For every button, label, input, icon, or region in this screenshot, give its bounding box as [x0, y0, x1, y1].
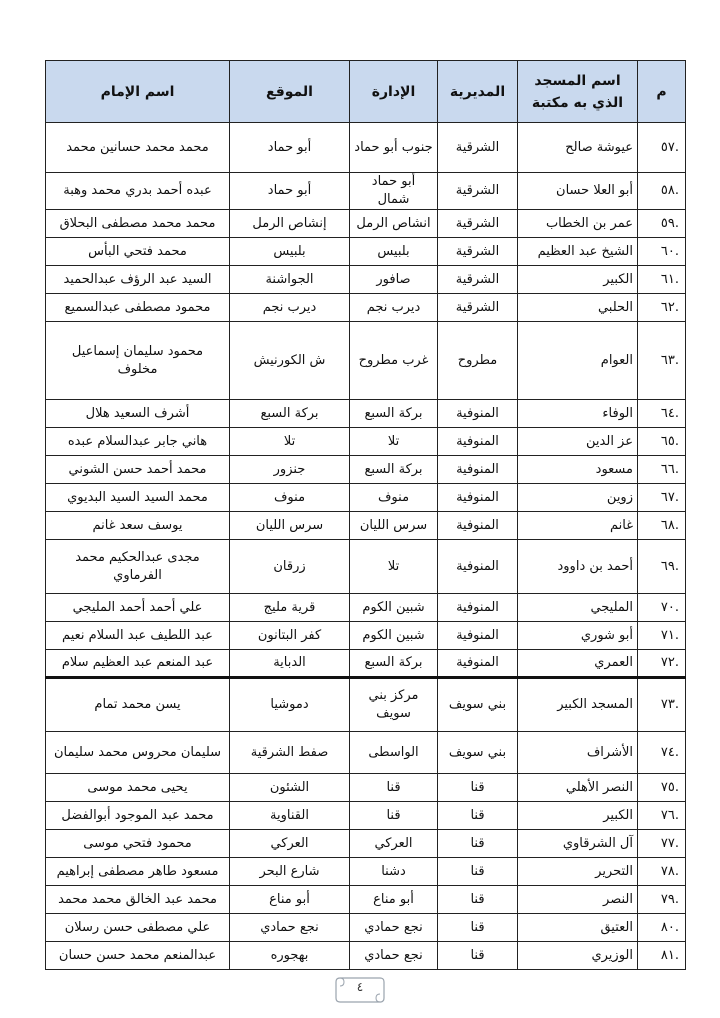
cell-admin: دشنا: [350, 858, 438, 886]
cell-admin: أبو مناع: [350, 886, 438, 914]
cell-location: العركي: [230, 830, 350, 858]
cell-location: بهجوره: [230, 942, 350, 970]
cell-num: .٧٥: [638, 774, 686, 802]
cell-admin: بركة السبع: [350, 650, 438, 678]
table-row: [46, 456, 686, 484]
cell-mosque: زوين: [518, 484, 638, 512]
cell-num: .٦٨: [638, 512, 686, 540]
cell-num: .٨٠: [638, 914, 686, 942]
cell-mosque: المسجد الكبير: [518, 678, 638, 732]
cell-num: .٧٩: [638, 886, 686, 914]
cell-location: أبو مناع: [230, 886, 350, 914]
table-row: [46, 123, 686, 173]
cell-location: دموشيا: [230, 678, 350, 732]
cell-mosque: مسعود: [518, 456, 638, 484]
cell-imam: محمد محمد مصطفى البحلاق: [46, 210, 230, 238]
table-row: [46, 400, 686, 428]
cell-admin: انشاص الرمل: [350, 210, 438, 238]
cell-location: منوف: [230, 484, 350, 512]
cell-imam: محمود سليمان إسماعيل مخلوف: [46, 322, 230, 400]
cell-num: .٦٥: [638, 428, 686, 456]
cell-imam: مسعود طاهر مصطفى إبراهيم: [46, 858, 230, 886]
cell-imam: هاني جابر عبدالسلام عبده: [46, 428, 230, 456]
cell-mosque: أحمد بن داوود: [518, 540, 638, 594]
cell-imam: علي مصطفى حسن رسلان: [46, 914, 230, 942]
cell-location: إنشاص الرمل: [230, 210, 350, 238]
header-admin: الإدارة: [350, 61, 438, 123]
cell-directorate: المنوفية: [438, 650, 518, 678]
cell-admin: أبو حماد شمال: [350, 173, 438, 210]
cell-admin: نجع حمادي: [350, 942, 438, 970]
table-row: [46, 942, 686, 970]
cell-imam: عبد المنعم عبد العظيم سلام: [46, 650, 230, 678]
cell-num: .٥٧: [638, 123, 686, 173]
cell-admin: شبين الكوم: [350, 622, 438, 650]
cell-num: .٥٨: [638, 173, 686, 210]
cell-directorate: مطروح: [438, 322, 518, 400]
cell-mosque: غانم: [518, 512, 638, 540]
cell-location: أبو حماد: [230, 173, 350, 210]
cell-directorate: بني سويف: [438, 678, 518, 732]
cell-directorate: بني سويف: [438, 732, 518, 774]
header-imam: اسم الإمام: [46, 61, 230, 123]
cell-directorate: قنا: [438, 802, 518, 830]
cell-num: .٦٢: [638, 294, 686, 322]
cell-mosque: الوفاء: [518, 400, 638, 428]
cell-num: .٧١: [638, 622, 686, 650]
cell-mosque: الشيخ عبد العظيم: [518, 238, 638, 266]
cell-directorate: قنا: [438, 914, 518, 942]
cell-admin: بركة السبع: [350, 456, 438, 484]
cell-mosque: النصر: [518, 886, 638, 914]
cell-num: .٦٣: [638, 322, 686, 400]
cell-admin: قنا: [350, 774, 438, 802]
cell-directorate: قنا: [438, 774, 518, 802]
cell-location: ش الكورنيش: [230, 322, 350, 400]
cell-directorate: المنوفية: [438, 484, 518, 512]
table-row: [46, 622, 686, 650]
cell-location: صفط الشرقية: [230, 732, 350, 774]
cell-directorate: الشرقية: [438, 173, 518, 210]
cell-admin: نجع حمادي: [350, 914, 438, 942]
cell-num: .٧٤: [638, 732, 686, 774]
table-row: [46, 886, 686, 914]
header-num: م: [638, 61, 686, 123]
table-row: [46, 858, 686, 886]
table-row: [46, 210, 686, 238]
cell-mosque: العمري: [518, 650, 638, 678]
cell-directorate: الشرقية: [438, 266, 518, 294]
cell-location: الجواشنة: [230, 266, 350, 294]
cell-directorate: قنا: [438, 830, 518, 858]
table-row: [46, 173, 686, 210]
cell-directorate: المنوفية: [438, 400, 518, 428]
cell-admin: تلا: [350, 428, 438, 456]
cell-location: سرس الليان: [230, 512, 350, 540]
cell-num: .٧٨: [638, 858, 686, 886]
cell-directorate: المنوفية: [438, 622, 518, 650]
cell-imam: مجدى عبدالحكيم محمد الفرماوي: [46, 540, 230, 594]
cell-num: .٦٩: [638, 540, 686, 594]
cell-mosque: عيوشة صالح: [518, 123, 638, 173]
cell-imam: عبده أحمد بدري محمد وهبة: [46, 173, 230, 210]
cell-directorate: قنا: [438, 858, 518, 886]
cell-location: جنزور: [230, 456, 350, 484]
cell-num: .٧٧: [638, 830, 686, 858]
cell-location: الشئون: [230, 774, 350, 802]
cell-num: .٦٦: [638, 456, 686, 484]
cell-imam: أشرف السعيد هلال: [46, 400, 230, 428]
table-row: [46, 802, 686, 830]
cell-location: الدباية: [230, 650, 350, 678]
cell-imam: محمد عبد الموجود أبوالفضل: [46, 802, 230, 830]
cell-mosque: الأشراف: [518, 732, 638, 774]
cell-directorate: المنوفية: [438, 456, 518, 484]
cell-location: نجع حمادي: [230, 914, 350, 942]
cell-directorate: المنوفية: [438, 428, 518, 456]
table-row: [46, 540, 686, 594]
cell-directorate: الشرقية: [438, 210, 518, 238]
cell-mosque: أبو شوري: [518, 622, 638, 650]
table-row: [46, 650, 686, 678]
cell-mosque: الحلبي: [518, 294, 638, 322]
cell-mosque: الوزيري: [518, 942, 638, 970]
cell-imam: عبد اللطيف عبد السلام نعيم: [46, 622, 230, 650]
cell-admin: العركي: [350, 830, 438, 858]
cell-num: .٧٦: [638, 802, 686, 830]
cell-num: .٧٣: [638, 678, 686, 732]
cell-num: .٨١: [638, 942, 686, 970]
cell-num: .٦١: [638, 266, 686, 294]
table-row: [46, 512, 686, 540]
table-row: [46, 322, 686, 400]
cell-admin: مركز بني سويف: [350, 678, 438, 732]
cell-location: زرقان: [230, 540, 350, 594]
cell-imam: محمد محمد حسانين محمد: [46, 123, 230, 173]
cell-mosque: العتيق: [518, 914, 638, 942]
cell-admin: ديرب نجم: [350, 294, 438, 322]
table-row: [46, 678, 686, 732]
cell-directorate: المنوفية: [438, 594, 518, 622]
cell-imam: محمود فتحي موسى: [46, 830, 230, 858]
cell-directorate: المنوفية: [438, 540, 518, 594]
cell-mosque: العوام: [518, 322, 638, 400]
cell-location: كفر البتانون: [230, 622, 350, 650]
cell-admin: بلبيس: [350, 238, 438, 266]
table-row: [46, 238, 686, 266]
cell-mosque: عمر بن الخطاب: [518, 210, 638, 238]
table-header-row: [46, 61, 686, 123]
cell-directorate: قنا: [438, 886, 518, 914]
cell-location: بلبيس: [230, 238, 350, 266]
page-number: ٤: [356, 980, 364, 994]
cell-imam: محمد السيد السيد البديوي: [46, 484, 230, 512]
cell-num: .٧٢: [638, 650, 686, 678]
cell-admin: جنوب أبو حماد: [350, 123, 438, 173]
header-mosque: اسم المسجد الذي به مكتبة: [518, 61, 638, 123]
table-row: [46, 428, 686, 456]
cell-num: .٦٠: [638, 238, 686, 266]
cell-admin: بركة السبع: [350, 400, 438, 428]
cell-mosque: النصر الأهلي: [518, 774, 638, 802]
cell-admin: قنا: [350, 802, 438, 830]
cell-imam: محمد عبد الخالق محمد محمد: [46, 886, 230, 914]
header-directorate: المديرية: [438, 61, 518, 123]
table-row: [46, 484, 686, 512]
cell-imam: يسن محمد تمام: [46, 678, 230, 732]
cell-mosque: التحرير: [518, 858, 638, 886]
cell-location: قرية مليج: [230, 594, 350, 622]
cell-location: القناوية: [230, 802, 350, 830]
table-row: [46, 594, 686, 622]
cell-imam: محمود مصطفى عبدالسميع: [46, 294, 230, 322]
cell-mosque: أبو العلا حسان: [518, 173, 638, 210]
cell-location: أبو حماد: [230, 123, 350, 173]
cell-location: بركة السبع: [230, 400, 350, 428]
cell-directorate: الشرقية: [438, 294, 518, 322]
cell-num: .٦٧: [638, 484, 686, 512]
cell-imam: السيد عبد الرؤف عبدالحميد: [46, 266, 230, 294]
cell-admin: سرس الليان: [350, 512, 438, 540]
cell-admin: صافور: [350, 266, 438, 294]
table-row: [46, 266, 686, 294]
cell-directorate: قنا: [438, 942, 518, 970]
cell-imam: عبدالمنعم محمد حسن حسان: [46, 942, 230, 970]
table-row: [46, 294, 686, 322]
cell-admin: تلا: [350, 540, 438, 594]
table-row: [46, 774, 686, 802]
cell-num: .٥٩: [638, 210, 686, 238]
cell-admin: شبين الكوم: [350, 594, 438, 622]
cell-imam: محمد أحمد حسن الشوني: [46, 456, 230, 484]
cell-imam: علي أحمد أحمد المليجي: [46, 594, 230, 622]
cell-location: تلا: [230, 428, 350, 456]
cell-mosque: عز الدين: [518, 428, 638, 456]
cell-mosque: المليجي: [518, 594, 638, 622]
cell-admin: غرب مطروح: [350, 322, 438, 400]
cell-imam: يحيى محمد موسى: [46, 774, 230, 802]
cell-location: شارع البحر: [230, 858, 350, 886]
cell-admin: الواسطى: [350, 732, 438, 774]
cell-location: ديرب نجم: [230, 294, 350, 322]
cell-imam: محمد فتحي البأس: [46, 238, 230, 266]
cell-directorate: الشرقية: [438, 123, 518, 173]
cell-mosque: الكبير: [518, 266, 638, 294]
cell-admin: منوف: [350, 484, 438, 512]
cell-directorate: الشرقية: [438, 238, 518, 266]
table-row: [46, 914, 686, 942]
table-row: [46, 830, 686, 858]
cell-num: .٦٤: [638, 400, 686, 428]
cell-mosque: آل الشرقاوي: [518, 830, 638, 858]
cell-imam: سليمان محروس محمد سليمان: [46, 732, 230, 774]
cell-imam: يوسف سعد غانم: [46, 512, 230, 540]
cell-directorate: المنوفية: [438, 512, 518, 540]
cell-mosque: الكبير: [518, 802, 638, 830]
header-location: الموقع: [230, 61, 350, 123]
mosque-library-table: [45, 60, 686, 970]
cell-num: .٧٠: [638, 594, 686, 622]
table-row: [46, 732, 686, 774]
